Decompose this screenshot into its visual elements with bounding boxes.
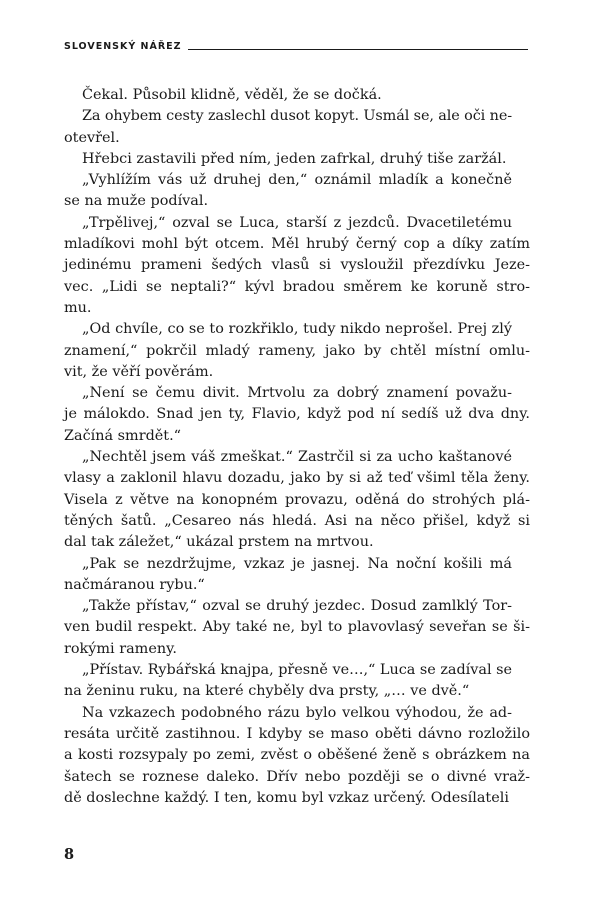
running-head-rule <box>188 49 528 50</box>
text-line: Za ohybem cesty zaslechl dusot kopyt. Usmál se, ale oči ne- <box>82 108 512 125</box>
paragraph <box>64 213 530 319</box>
text-line: rokými rameny. <box>64 640 177 657</box>
paragraph <box>64 660 530 703</box>
text-line: Začíná smrdět.“ <box>64 427 182 444</box>
text-line: těných šatů. „Cesareo nás hledá. Asi na něco přišel, když si <box>64 512 530 529</box>
text-line: a kosti rozsypaly po zemi, zvěst o oběšené ženě s obrázkem na <box>64 747 530 764</box>
text-line: „Takže přístav,“ ozval se druhý jezdec. Dosud zamlklý Tor- <box>82 598 512 615</box>
text-line: znamení,“ pokrčil mladý rameny, jako by chtěl místní omlu- <box>64 342 530 359</box>
text-line: „Pak se nezdržujme, vzkaz je jasnej. Na noční košili má <box>82 555 512 572</box>
paragraph <box>64 85 530 106</box>
text-line: na ženinu ruku, na které chyběly dva prsty, „… ve dvě.“ <box>64 683 470 700</box>
running-head-title: SLOVENSKÝ NÁŘEZ <box>64 41 182 52</box>
text-line: Visela z větve na konopném provazu, oděná do strohých plá- <box>64 491 530 508</box>
text-line: Hřebci zastavili před ním, jeden zafrkal, druhý tiše zaržál. <box>82 150 507 167</box>
paragraph <box>64 703 530 809</box>
text-line: „Nechtěl jsem váš zmeškat.“ Zastrčil si za ucho kaštanové <box>82 449 512 466</box>
text-line: vlasy a zaklonil hlavu dozadu, jako by si až teď všiml těla ženy. <box>64 470 530 487</box>
text-line: resáta určitě zastihnou. I kdyby se maso oběti dávno rozložilo <box>64 725 530 742</box>
paragraph <box>64 383 530 447</box>
text-line: „Od chvíle, co se to rozkřiklo, tudy nikdo neprošel. Prej zlý <box>82 321 512 338</box>
paragraph <box>64 447 530 553</box>
text-line: „Přístav. Rybářská knajpa, přesně ve…,“ Luca se zadíval se <box>82 662 512 679</box>
paragraph <box>64 106 530 149</box>
text-line: vec. „Lidi se neptali?“ kývl bradou směrem ke koruně stro- <box>64 278 530 295</box>
text-line: ven budil respekt. Aby také ne, byl to plavovlasý seveřan se ši- <box>64 619 530 636</box>
text-line: „Vyhlížím vás už druhej den,“ oznámil mladík a konečně <box>82 172 512 189</box>
text-line: je málokdo. Snad jen ty, Flavio, když pod ní sedíš už dva dny. <box>64 406 530 423</box>
paragraph <box>64 149 530 170</box>
text-line: mladíkovi mohl být otcem. Měl hrubý černý cop a díky zatím <box>64 236 530 253</box>
text-line: načmáranou rybu.“ <box>64 576 205 593</box>
text-line: mu. <box>64 299 92 316</box>
paragraph <box>64 596 530 660</box>
text-line: „Není se čemu divit. Mrtvolu za dobrý znamení považu- <box>82 385 512 402</box>
text-line: šatech se roznese daleko. Dřív nebo později se o divné vraž- <box>64 768 530 785</box>
text-line: vit, že věří pověrám. <box>64 363 214 380</box>
text-line: Čekal. Působil klidně, věděl, že se dočká. <box>82 87 382 103</box>
paragraph <box>64 319 530 383</box>
text-line: Na vzkazech podobného rázu bylo velkou výhodou, že ad- <box>82 704 512 721</box>
paragraph <box>64 170 530 213</box>
body-text <box>64 85 530 809</box>
page-number: 8 <box>64 846 75 863</box>
text-line: dě doslechne každý. I ten, komu byl vzkaz určený. Odesílateli <box>64 789 509 806</box>
text-line: se na muže podíval. <box>64 193 209 210</box>
text-line: „Trpělivej,“ ozval se Luca, starší z jezdců. Dvacetiletému <box>82 214 512 231</box>
text-line: otevřel. <box>64 129 120 146</box>
running-head <box>64 39 528 53</box>
text-line: jedinému prameni šedých vlasů si vysloužil přezdívku Jeze- <box>64 257 530 274</box>
paragraph <box>64 554 530 597</box>
text-line: dal tak záležet,“ ukázal prstem na mrtvou. <box>64 534 374 551</box>
